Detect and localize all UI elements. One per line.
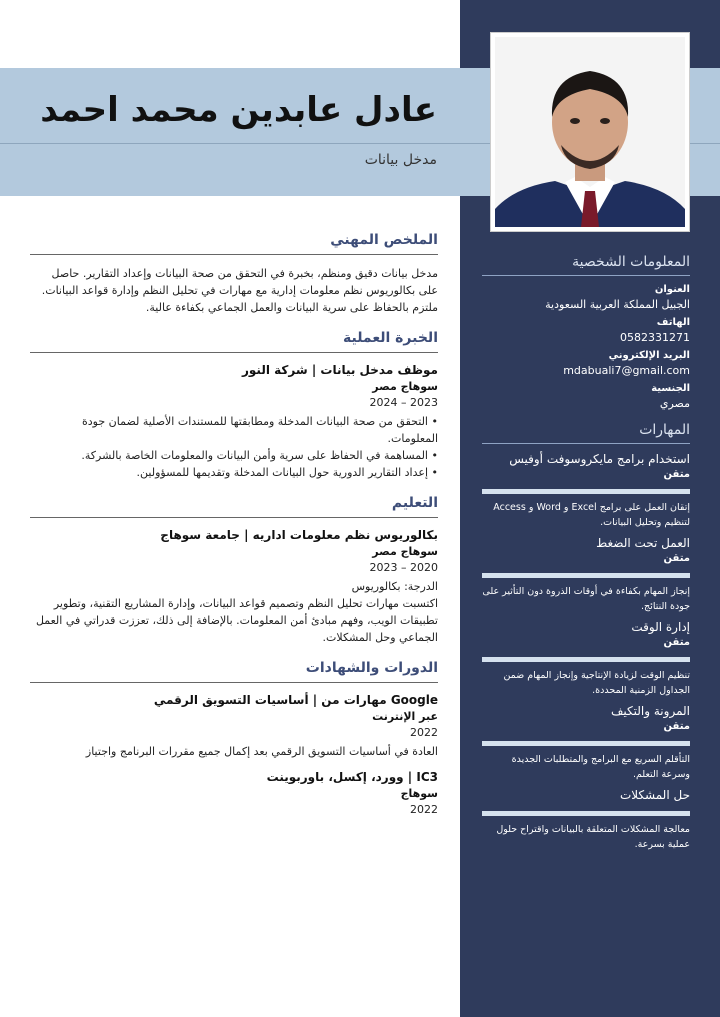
profile-photo [490,32,690,232]
main-column [30,232,438,830]
personal-title: المعلومات الشخصية [482,254,690,276]
skill-name: حل المشكلات [619,788,690,802]
course-entry [30,693,438,760]
experience-bullet: • المساهمة في الحفاظ على سرية وأمن البيانات والمعلومات الخاصة بالشركة. [30,447,438,464]
summary-section [30,232,438,316]
skill-item [482,704,690,782]
courses-section [30,660,438,816]
experience-bullets [30,413,438,481]
experience-bullet: • التحقق من صحة البيانات المدخلة ومطابقتها للمستندات الأصلية لضمان جودة المعلومات. [30,413,438,447]
skill-level: متقن [663,637,690,648]
skill-bar [482,741,690,746]
skill-name: المرونة والتكيف [610,704,690,718]
education-section [30,495,438,646]
skill-bar-fill [482,811,690,816]
course-provider: عبر الإنترنت [372,710,438,723]
address-label: العنوان [654,284,690,295]
course-provider: سوهاج [400,787,438,800]
skill-name: العمل تحت الضغط [596,536,690,550]
sidebar-content [482,254,690,858]
skill-item [482,452,690,530]
education-description: اكتسبت مهارات تحليل النظم وتصميم قواعد البيانات، وإدارة المشاريع التقنية، وتطوير تطبيقات الويب، وفهم مبادئ أمن المعلومات. بالإضافة إلى ذلك، تعززت قدراتي في العمل الجماعي وحل المشكلات. [35,597,438,644]
course-year: 2022 [410,803,438,816]
skill-name: إدارة الوقت [631,620,690,634]
skill-bar [482,489,690,494]
experience-location: سوهاج مصر [372,380,438,393]
course-title: IC3 | وورد، إكسل، باوربوينت [266,770,438,784]
education-degree-line: الدرجة: بكالوريوس [351,580,438,593]
skill-item [482,788,690,852]
skill-bar-fill [482,573,690,578]
summary-title: الملخص المهني [30,232,438,255]
experience-section [30,330,438,481]
skill-item [482,620,690,698]
skill-bar-fill [482,657,690,662]
skill-bar [482,573,690,578]
experience-entry [30,363,438,481]
phone-label: الهاتف [656,317,690,328]
experience-dates: 2023 – 2024 [369,396,438,409]
skill-bar-fill [482,741,690,746]
experience-bullet: • إعداد التقارير الدورية حول البيانات المدخلة وتقديمها للمسؤولين. [30,464,438,481]
course-year: 2022 [410,726,438,739]
skills-title: المهارات [482,422,690,444]
skill-level: متقن [663,469,690,480]
profile-photo-image [495,37,685,227]
skill-bar [482,657,690,662]
skill-name: استخدام برامج مايكروسوفت أوفيس [509,452,690,466]
email-label: البريد الإلكتروني [608,350,690,361]
skill-desc: إتقان العمل على برامج Excel و Word و Access لتنظيم وتحليل البيانات. [493,502,690,528]
nationality-label: الجنسية [651,383,690,394]
phone-value: 0582331271 [620,331,690,344]
experience-title: الخبرة العملية [30,330,438,353]
address-value: الجبيل المملكة العربية السعودية [545,298,690,311]
skill-level: متقن [663,553,690,564]
email-value: mdabuali7@gmail.com [563,364,690,377]
courses-title: الدورات والشهادات [30,660,438,683]
summary-text: مدخل بيانات دقيق ومنظم، بخبرة في التحقق من صحة البيانات وإعداد التقارير. حاصل على بكالوريوس نظم معلومات إدارية مع مهارات في تحليل النظم وإدارة قواعد البيانات. ملتزم بالحفاظ على سرية البيانات والعمل الجماعي بكفاءة عالية. [41,267,438,314]
nationality-value: مصري [659,397,690,410]
skill-bar-fill [482,489,690,494]
course-title: Google مهارات من | أساسيات التسويق الرقمي [153,693,438,707]
skill-item [482,536,690,614]
education-location: سوهاج مصر [372,545,438,558]
course-desc: العادة في أساسيات التسويق الرقمي بعد إكمال جميع مقررات البرنامج واجتياز [85,745,438,758]
candidate-job-title: مدخل بيانات [364,152,437,168]
education-dates: 2020 – 2023 [369,561,438,574]
skill-desc: تنظيم الوقت لزيادة الإنتاجية وإنجاز المهام ضمن الجداول الزمنية المحددة. [503,670,690,696]
skill-desc: التأقلم السريع مع البرامج والمتطلبات الجديدة وسرعة التعلم. [511,754,690,780]
skill-bar [482,811,690,816]
education-title: التعليم [30,495,438,518]
skill-desc: إنجاز المهام بكفاءة في أوقات الذروة دون التأثير على جودة النتائج. [482,586,690,612]
skill-level: متقن [663,721,690,732]
candidate-name: عادل عابدين محمد احمد [40,90,437,130]
course-entry [30,770,438,816]
education-degree-title: بكالوريوس نظم معلومات اداريه | جامعة سوهاج [160,528,438,542]
skill-desc: معالجة المشكلات المتعلقة بالبيانات واقتراح حلول عملية بسرعة. [496,824,690,850]
experience-role: موظف مدخل بيانات | شركة النور [242,363,438,377]
